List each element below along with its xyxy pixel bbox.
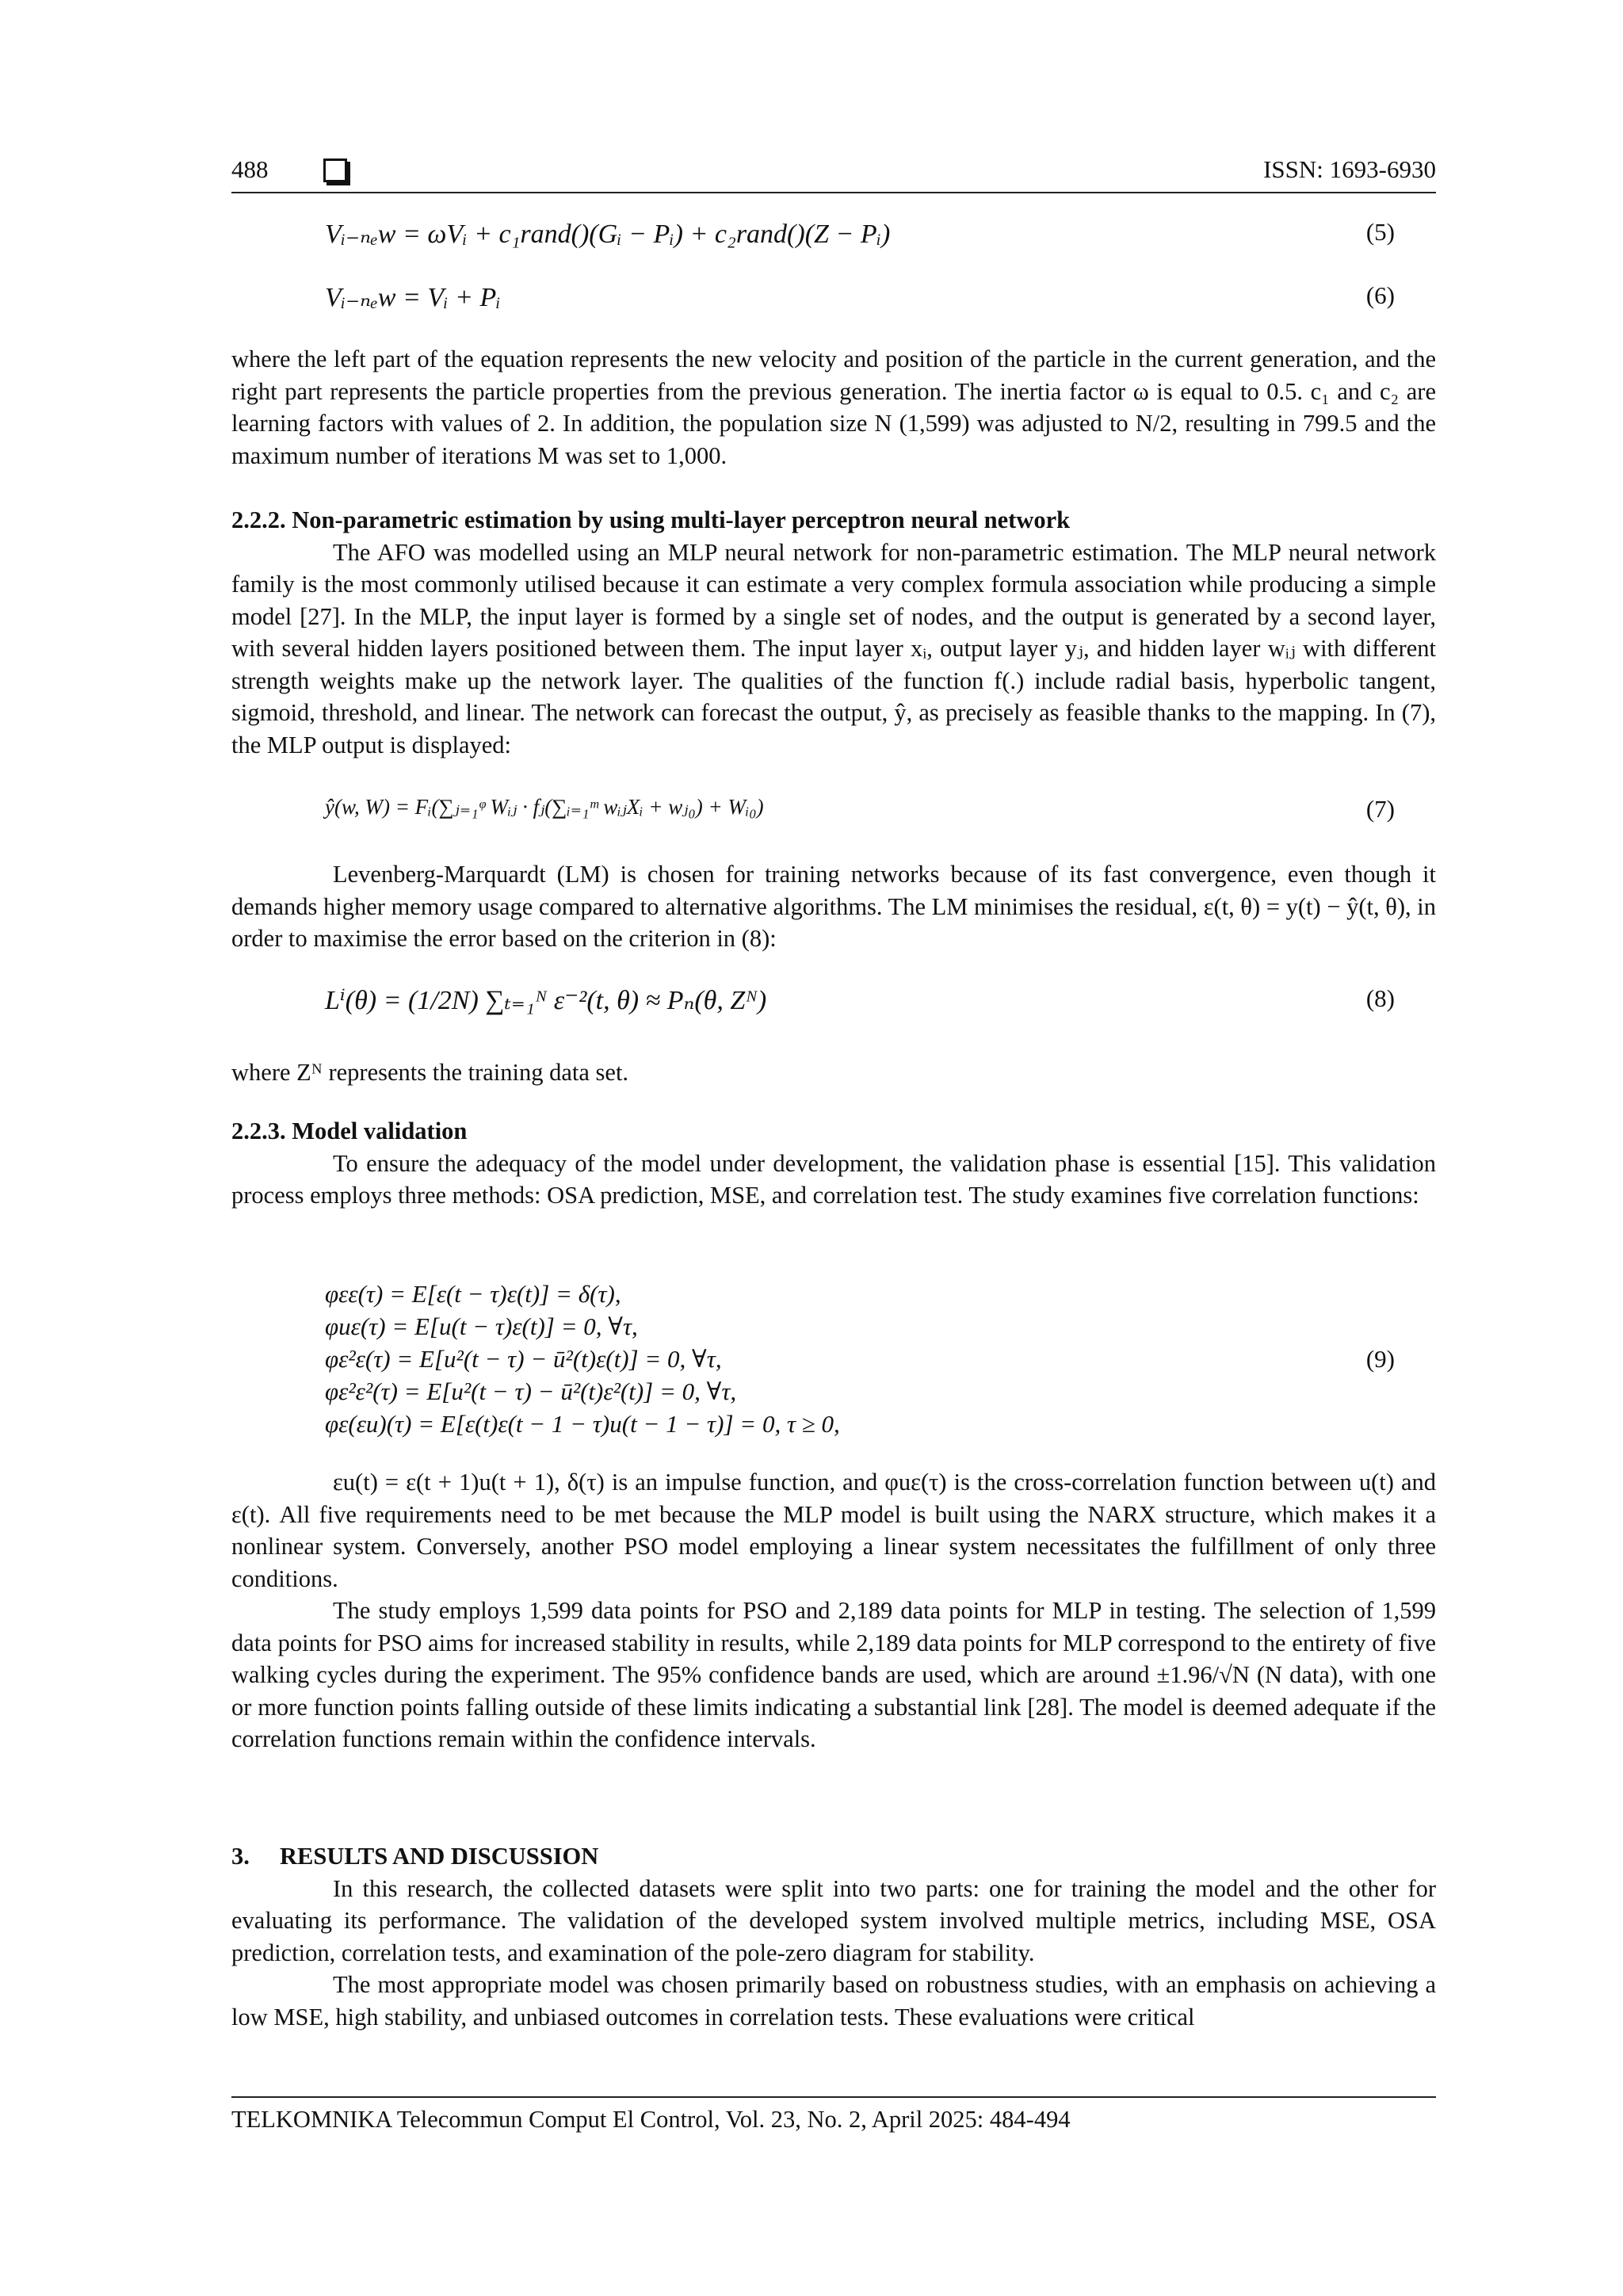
equation-7-number: (7) [1365,795,1395,823]
heading-2-2-2: 2.2.2. Non-parametric estimation by using multi-layer perceptron neural network [231,506,1071,533]
equation-9-line: φuε(τ) = E[u(t − τ)ε(t)] = 0, ∀τ, [325,1312,638,1340]
page-footer [231,2096,1436,2134]
equation-9-number: (9) [1365,1345,1395,1373]
equation-6-body: Vᵢ₋ₙₑw = Vᵢ + Pᵢ [325,283,501,312]
equation-9-line: φεε(τ) = E[ε(t − τ)ε(t)] = δ(τ), [325,1280,621,1308]
equation-5-body: Vᵢ₋ₙₑw = ωVᵢ + c₁rand()(Gᵢ − Pᵢ) + c₂rand()(Z − Pᵢ) [325,220,891,249]
heading-3: 3. RESULTS AND DISCUSSION [231,1843,599,1870]
page-header [231,155,1436,193]
paragraph-data-points: The study employs 1,599 data points for PSO and 2,189 data points for MLP in testing. The selection of 1,599 data points for PSO aims for increased stability in results, while 2,189 data points for MLP correspond to the entirety of five walking cycles during the experiment. The 95% confidence bands are used, which are around ±1.96/√N (N data), with one or more function points falling outside of these limits indicating a substantial link [28]. The model is deemed adequate if the correlation functions remain within the confidence intervals. [231,1597,1436,1752]
paragraph-training-set: where Zᴺ represents the training data set. [231,1059,629,1086]
paragraph-mlp: The AFO was modelled using an MLP neural network for non-parametric estimation. The MLP neural network family is the most commonly utilised because it can estimate a very complex formula association while producing a simple model [27]. In the MLP, the input layer is formed by a single set of nodes, and the output is generated by a second layer, with several hidden layers positioned between them. The input layer xᵢ, output layer yⱼ, and hidden layer wᵢⱼ with different strength weights make up the network layer. The qualities of the function f(.) include radial basis, hyperbolic tangent, sigmoid, threshold, and linear. The network can forecast the output, ŷ, as precisely as feasible thanks to the mapping. In (7), the MLP output is displayed: [231,538,1436,758]
heading-2-2-3: 2.2.3. Model validation [231,1117,468,1144]
equation-9-body [325,1278,840,1440]
paragraph-results-1: In this research, the collected datasets were split into two parts: one for training the model and the other for evaluating its performance. The validation of the developed system involved multiple metrics, including MSE, OSA prediction, correlation tests, and examination of the pole-zero diagram for stability. [231,1874,1436,1966]
paragraph-cross-correlation [231,1466,1436,1755]
paragraph-lm: Levenberg-Marquardt (LM) is chosen for training networks because of its fast convergence, even though it demands higher memory usage compared to alternative algorithms. The LM minimises the residual, ε(t, θ) = y(t) − ŷ(t, θ), in order to maximise the error based on the criterion in (8): [231,861,1437,952]
issn-label: ISSN: 1693-6930 [1263,155,1436,183]
paragraph-epsilon-u: εu(t) = ε(t + 1)u(t + 1), δ(τ) is an impulse function, and φuε(τ) is the cross-correlation function between u(t) and ε(t). All five requirements need to be met because the MLP model is built using the NARX structure, which makes it a nonlinear system. Conversely, another PSO model employing a linear system necessitates the fulfillment of only three conditions. [231,1469,1436,1592]
paragraph-results-2: The most appropriate model was chosen primarily based on robustness studies, with an emphasis on achieving a low MSE, high stability, and unbiased outcomes in correlation tests. These evaluations were critical [231,1971,1436,2030]
paragraph-validation: To ensure the adequacy of the model under development, the validation phase is essential [15]. This validation process employs three methods: OSA prediction, MSE, and correlation test. The study examines five correlation functions: [231,1149,1436,1209]
equation-6-number: (6) [1365,281,1395,309]
section-2-2-2 [231,504,1436,761]
section-3 [231,1840,1436,2033]
equation-9-line: φε(εu)(τ) = E[ε(t)ε(t − 1 − τ)u(t − 1 − τ)] = 0, τ ≥ 0, [325,1410,840,1438]
equation-8-body: Lⁱ(θ) = (1/2N) ∑ₜ₌₁ᴺ ε⁻²(t, θ) ≈ Pₙ(θ, Zᴺ) [325,986,767,1015]
section-2-2-3 [231,1115,1436,1212]
footer-citation: TELKOMNIKA Telecommun Comput El Control, Vol. 23, No. 2, April 2025: 484-494 [231,2106,1071,2133]
equation-9-line: φε²ε(τ) = E[u²(t − τ) − ū²(t)ε(t)] = 0, ∀τ, [325,1345,722,1373]
paragraph-pso-params: where the left part of the equation represents the new velocity and position of the particle in the current generation, and the right part represents the particle properties from the previous generation. The inertia factor ω is equal to 0.5. c₁ and c₂ are learning factors with values of 2. In addition, the population size N (1,599) was adjusted to N/2, resulting in 799.5 and the maximum number of iterations M was set to 1,000. [231,346,1436,469]
equation-8-number: (8) [1365,984,1395,1012]
page-number: 488 [231,155,269,183]
equation-5-number: (5) [1365,218,1395,246]
square-bullet-icon [323,159,347,182]
equation-9-line: φε²ε²(τ) = E[u²(t − τ) − ū²(t)ε²(t)] = 0, ∀τ, [325,1377,737,1405]
equation-7-body: ŷ(w, W) = Fᵢ(∑ⱼ₌₁ᵠ Wᵢⱼ · fⱼ(∑ᵢ₌₁ᵐ wᵢⱼXᵢ + wⱼ₀) + Wᵢ₀) [325,795,764,819]
